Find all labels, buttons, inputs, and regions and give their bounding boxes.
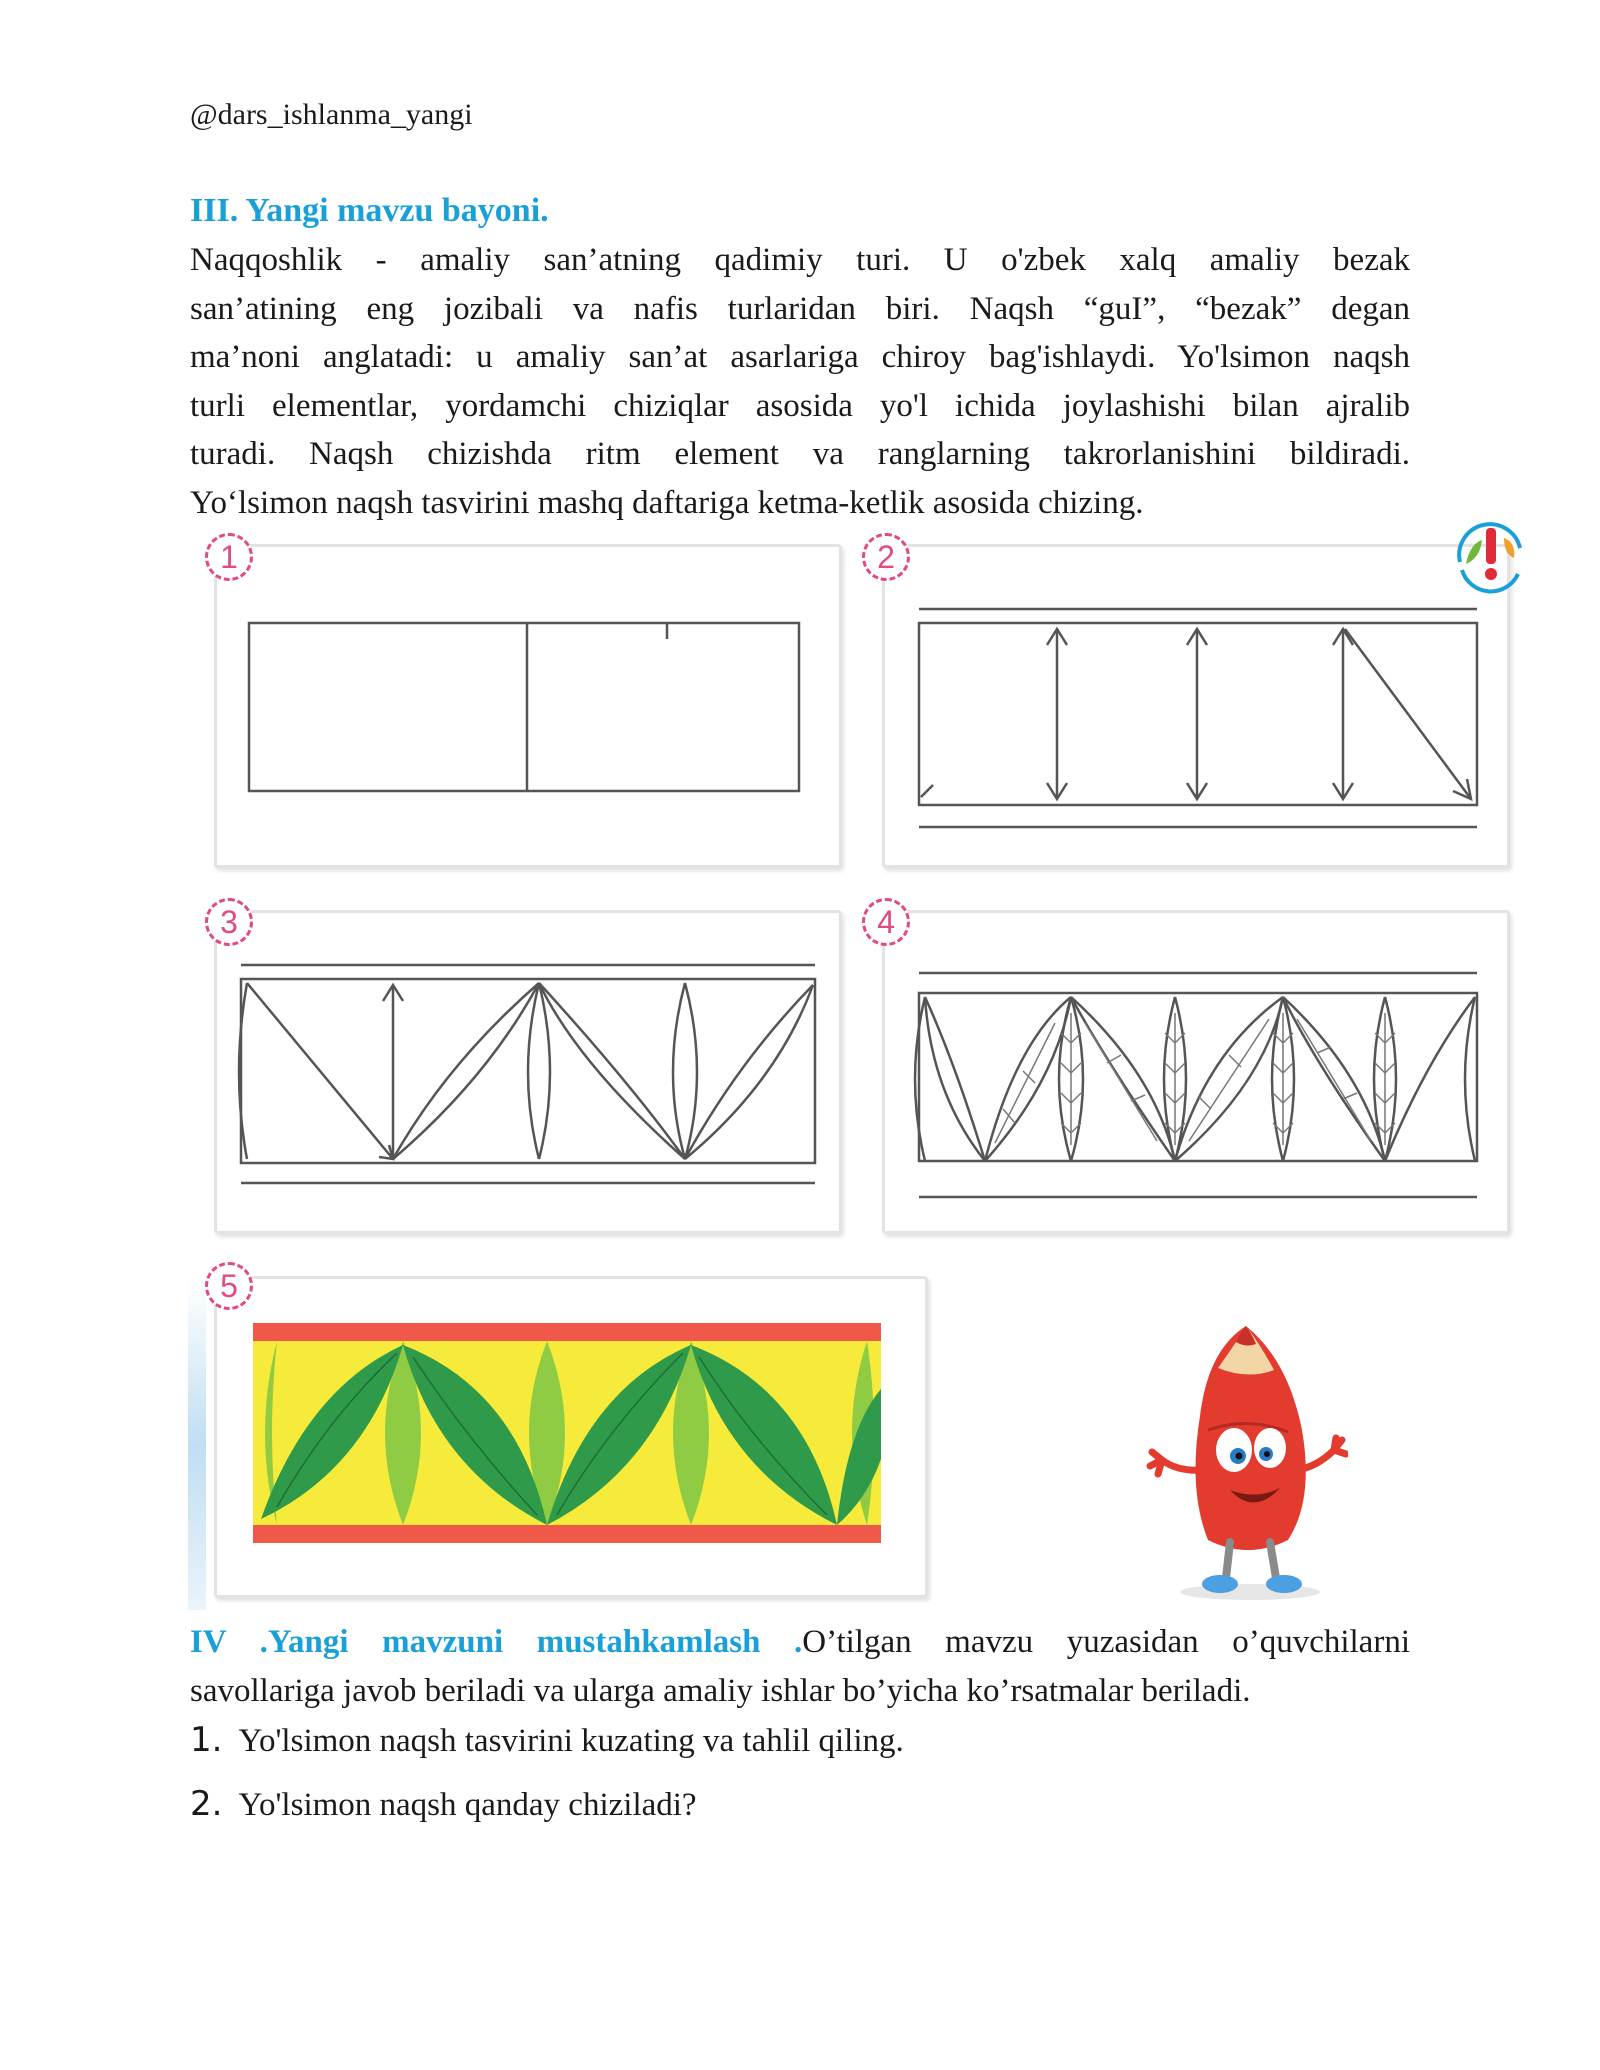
decorative-side-strip bbox=[188, 1280, 206, 1610]
step-2-panel bbox=[882, 544, 1510, 868]
section-4-line-2: savollariga javob beriladi va ularga amaliy ishlar bo’yicha ko’rsatmalar beriladi. bbox=[190, 1672, 1251, 1709]
section-4-line-1 bbox=[190, 1618, 1410, 1667]
paragraph-line: turadi. Naqsh chizishda ritm element va ranglarning takrorlanishini bildiradi. bbox=[190, 436, 1410, 472]
step-4-drawing bbox=[885, 913, 1507, 1231]
paragraph-line: Naqqoshlik - amaliy san’atning qadimiy turi. U o'zbek xalq amaliy bezak bbox=[190, 242, 1410, 278]
section-4-paragraph bbox=[190, 1618, 1410, 1715]
step-5-badge: 5 bbox=[205, 1262, 253, 1310]
section-4-line-1-text: O’tilgan mavzu yuzasidan o’quvchilarni bbox=[802, 1624, 1410, 1660]
paragraph-line: san’atining eng jozibali va nafis turlaridan biri. Naqsh “guI”, “bezak” degan bbox=[190, 290, 1410, 327]
paragraph-line: ma’noni anglatadi: u amaliy san’at asarlariga chiroy bag'ishlaydi. Yo'lsimon naqsh bbox=[190, 339, 1410, 375]
step-2-badge: 2 bbox=[862, 533, 910, 581]
paragraph-line: Yo‘lsimon naqsh tasvirini mashq daftariga ketma-ketlik asosida chizing. bbox=[190, 484, 1144, 521]
question-2 bbox=[190, 1784, 697, 1824]
paragraph-line: turli elementlar, yordamchi chiziqlar asosida yo'l ichida joylashishi bilan ajralib bbox=[190, 387, 1410, 424]
step-4-badge: 4 bbox=[862, 898, 910, 946]
step-5-drawing bbox=[217, 1279, 925, 1595]
step-4-panel bbox=[882, 910, 1510, 1234]
step-5-panel bbox=[214, 1276, 928, 1598]
question-number: 1. bbox=[190, 1720, 223, 1760]
question-text: Yo'lsimon naqsh tasvirini kuzating va tahlil qiling. bbox=[238, 1723, 904, 1759]
section-4-title: IV .Yangi mavzuni mustahkamlash . bbox=[190, 1624, 803, 1660]
section-3-paragraph bbox=[190, 236, 1410, 527]
question-1 bbox=[190, 1720, 904, 1760]
step-3-drawing bbox=[217, 913, 839, 1231]
step-1-drawing bbox=[217, 547, 839, 865]
step-2-drawing bbox=[885, 547, 1507, 865]
channel-handle: @dars_ishlanma_yangi bbox=[190, 98, 473, 131]
exclamation-logo-icon bbox=[1452, 518, 1528, 594]
step-3-badge: 3 bbox=[205, 898, 253, 946]
step-1-badge: 1 bbox=[205, 533, 253, 581]
question-number: 2. bbox=[190, 1784, 223, 1824]
step-3-panel bbox=[214, 910, 842, 1234]
section-3-title: III. Yangi mavzu bayoni. bbox=[190, 192, 549, 229]
question-text: Yo'lsimon naqsh qanday chiziladi? bbox=[238, 1787, 697, 1823]
step-1-panel bbox=[214, 544, 842, 868]
pencil-mascot-icon bbox=[1138, 1320, 1348, 1610]
